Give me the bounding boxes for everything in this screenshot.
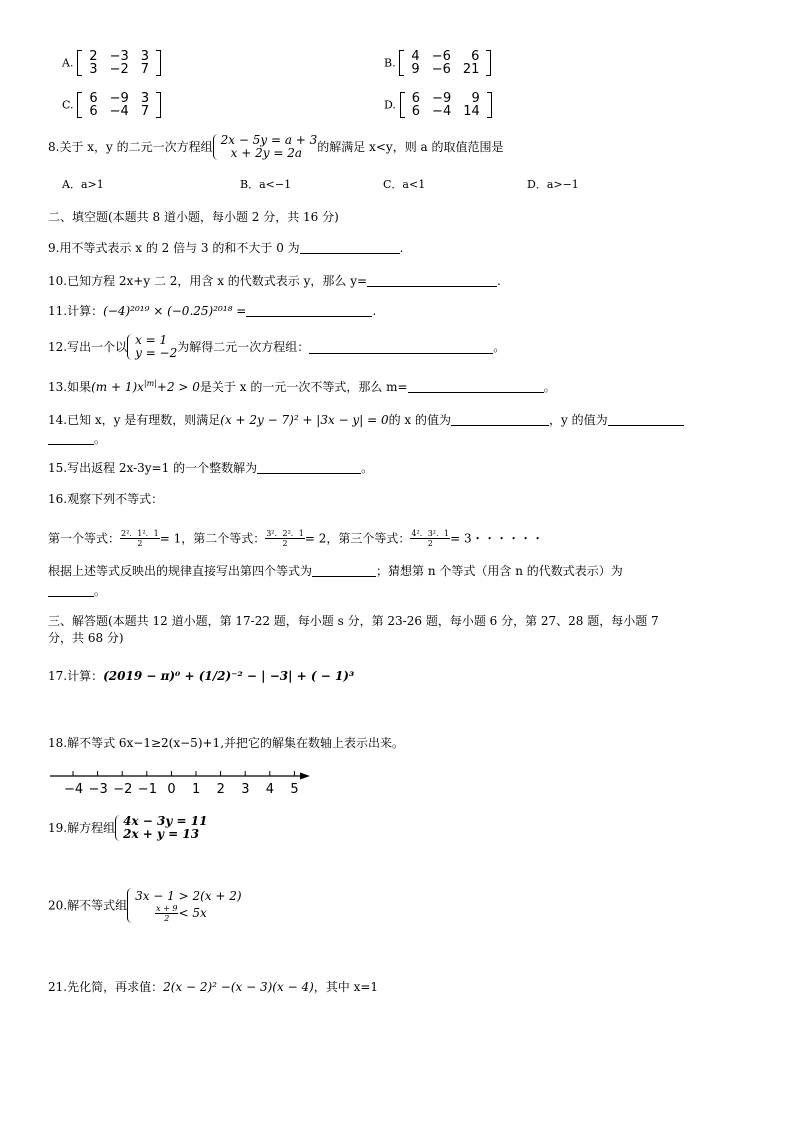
q14-expression: (x + 2y − 7)² + |3x − y| = 0 — [220, 413, 389, 427]
equation-system: 4x − 3y = 11 2x + y = 13 — [115, 815, 207, 841]
equation-system: x = 1 y = −2 — [127, 334, 177, 360]
question-9 — [48, 241, 403, 254]
q8-option-a: A．a>1 — [62, 178, 104, 191]
question-16-prompt — [48, 564, 623, 577]
number-line — [50, 768, 312, 782]
question-17 — [48, 670, 354, 682]
option-b — [384, 50, 491, 76]
fraction: $\frac{x + 9}{2}$ — [156, 904, 178, 923]
q21-suffix: ，其中 x=1 — [313, 980, 379, 994]
section-2-heading: 二、填空题(本题共 8 道小题，每小题 2 分，共 16 分) — [48, 210, 339, 224]
q12-suffix: 为解得二元一次方程组： — [177, 340, 310, 354]
answer-blank[interactable] — [408, 380, 544, 393]
answer-blank[interactable] — [367, 274, 497, 287]
number-line-label: 1 — [192, 782, 201, 797]
q8-option-d: D．a>−1 — [527, 178, 579, 191]
q14-mid2: ，y 的值为 — [548, 413, 608, 427]
q8-option-b: B．a<−1 — [240, 178, 292, 191]
number-line-label: −2 — [113, 782, 133, 797]
q12-end: 。 — [493, 340, 506, 354]
q17-prefix: 17.计算： — [48, 669, 104, 683]
q19-prefix: 19.解方程组 — [48, 821, 116, 835]
q14-prefix: 14.已知 x，y 是有理数，则满足 — [48, 413, 221, 427]
matrix: 6 −9 9 6 −4 14 — [400, 92, 492, 118]
fraction: $\frac{\text{3²．2²．1}}{2}$ — [266, 529, 304, 548]
q10-text: 10.已知方程 2x+y 二 2，用含 x 的代数式表示 y，那么 y= — [48, 274, 368, 288]
q15-end: 。 — [361, 461, 374, 475]
q9-text: 9.用不等式表示 x 的 2 倍与 3 的和不大于 0 为 — [48, 241, 300, 255]
q8-option-c: C．a<1 — [383, 178, 426, 191]
answer-blank[interactable] — [300, 241, 400, 254]
q16-prompt-a: 根据上述等式反映出的规律直接写出第四个等式为 — [48, 564, 313, 578]
option-c — [62, 92, 161, 118]
matrix: 4 −6 6 9 −6 21 — [399, 50, 491, 76]
answer-blank-x[interactable] — [451, 413, 549, 426]
q11-end: . — [372, 304, 377, 318]
q13-prefix: 13.如果 — [48, 380, 92, 394]
question-10 — [48, 274, 501, 287]
fraction: $\frac{\text{2²．1²．1}}{2}$ — [121, 529, 159, 548]
question-16-cont — [48, 584, 106, 597]
section-3-heading-cont: 分，共 68 分) — [48, 631, 124, 645]
matrix: 6 −9 3 6 −4 7 — [77, 92, 161, 118]
q12-prefix: 12.写出一个以 — [48, 340, 128, 354]
number-line-label: 2 — [216, 782, 225, 797]
answer-blank-nth[interactable] — [48, 584, 94, 597]
answer-blank-y[interactable] — [608, 413, 684, 426]
question-12 — [48, 334, 505, 360]
number-line-label: −3 — [88, 782, 108, 797]
question-20 — [48, 888, 242, 923]
q13-end: 。 — [543, 380, 556, 394]
q14-end: 。 — [94, 432, 107, 446]
answer-blank[interactable] — [246, 304, 372, 317]
question-14 — [48, 413, 684, 426]
q11-prefix: 11.计算： — [48, 304, 104, 318]
question-19 — [48, 815, 207, 841]
number-line-label: 0 — [167, 782, 176, 797]
fraction: $\frac{\text{4²．3²．1}}{2}$ — [411, 529, 450, 548]
question-16-title: 16.观察下列不等式： — [48, 492, 164, 506]
question-13 — [48, 380, 556, 393]
matrix: 2 −3 3 3 −2 7 — [77, 50, 161, 76]
equation-system: 2x − 5y = a + 3 x + 2y = 2a — [213, 134, 318, 160]
q15-text: 15.写出返程 2x-3y=1 的一个整数解为 — [48, 461, 258, 475]
q17-expression: (2019 − π)⁰ + (1/2)⁻² − | −3| + ( − 1)³ — [103, 669, 355, 683]
q21-expression: 2(x − 2)² −(x − 3)(x − 4) — [163, 980, 314, 994]
q21-prefix: 21.先化简，再求值： — [48, 980, 164, 994]
question-11 — [48, 304, 376, 317]
q8-suffix: 的解满足 x<y，则 a 的取值范围是 — [317, 140, 504, 154]
q16-end: 。 — [94, 584, 107, 598]
question-16-pattern — [48, 529, 544, 548]
q11-expression: (−4)²⁰¹⁹ × (−0.25)²⁰¹⁸ = — [103, 304, 247, 318]
q16-v2: = 2，第三个等式： — [304, 531, 411, 546]
q16-v1: = 1，第二个等式： — [159, 531, 266, 546]
option-label: B. — [384, 56, 396, 70]
q14-mid: 的 x 的值为 — [388, 413, 451, 427]
question-21 — [48, 981, 378, 993]
question-15 — [48, 461, 373, 474]
number-line-label: 4 — [265, 782, 275, 797]
answer-blank-fourth[interactable] — [312, 564, 376, 577]
question-14-cont — [48, 432, 106, 445]
option-label: D. — [384, 98, 396, 112]
q13-expression-tail: +2 > 0 — [156, 380, 200, 394]
q10-end: . — [497, 274, 501, 288]
option-a — [62, 50, 161, 76]
answer-blank-y-cont[interactable] — [48, 432, 94, 445]
question-8 — [48, 134, 504, 160]
number-line-label: −1 — [137, 782, 157, 797]
q13-expression: (m + 1)x — [91, 380, 144, 394]
number-line-label: −4 — [64, 782, 84, 797]
q13-exponent: |m| — [143, 379, 157, 388]
option-label: A. — [62, 56, 74, 70]
question-18: 18.解不等式 6x−1≥2(x−5)+1,并把它的解集在数轴上表示出来。 — [48, 736, 405, 750]
answer-blank[interactable] — [257, 461, 361, 474]
q20-prefix: 20.解不等式组 — [48, 898, 128, 913]
q16-first-label: 第一个等式： — [48, 531, 121, 546]
option-d — [384, 92, 492, 118]
inequality-system: 3x − 1 > 2(x + 2) $\frac{x + 9}{2}$ < 5x — [127, 888, 242, 923]
q13-suffix: 是关于 x 的一元一次不等式，那么 m= — [199, 380, 408, 394]
section-3-heading: 三、解答题(本题共 12 道小题，第 17-22 题，每小题 s 分，第 23-26 题，每小题 6 分，第 27、28 题，每小题 7 — [48, 614, 659, 628]
number-line-label: 3 — [241, 782, 250, 797]
q8-prefix: 8.关于 x，y 的二元一次方程组 — [48, 140, 213, 154]
option-label: C. — [62, 98, 74, 112]
q9-end: . — [399, 241, 404, 255]
q16-prompt-b: ；猜想第 n 个等式（用含 n 的代数式表示）为 — [376, 564, 623, 578]
number-line-label: 5 — [290, 782, 299, 797]
q16-v3: = 3・・・・・・ — [450, 531, 544, 546]
answer-blank[interactable] — [309, 341, 493, 354]
